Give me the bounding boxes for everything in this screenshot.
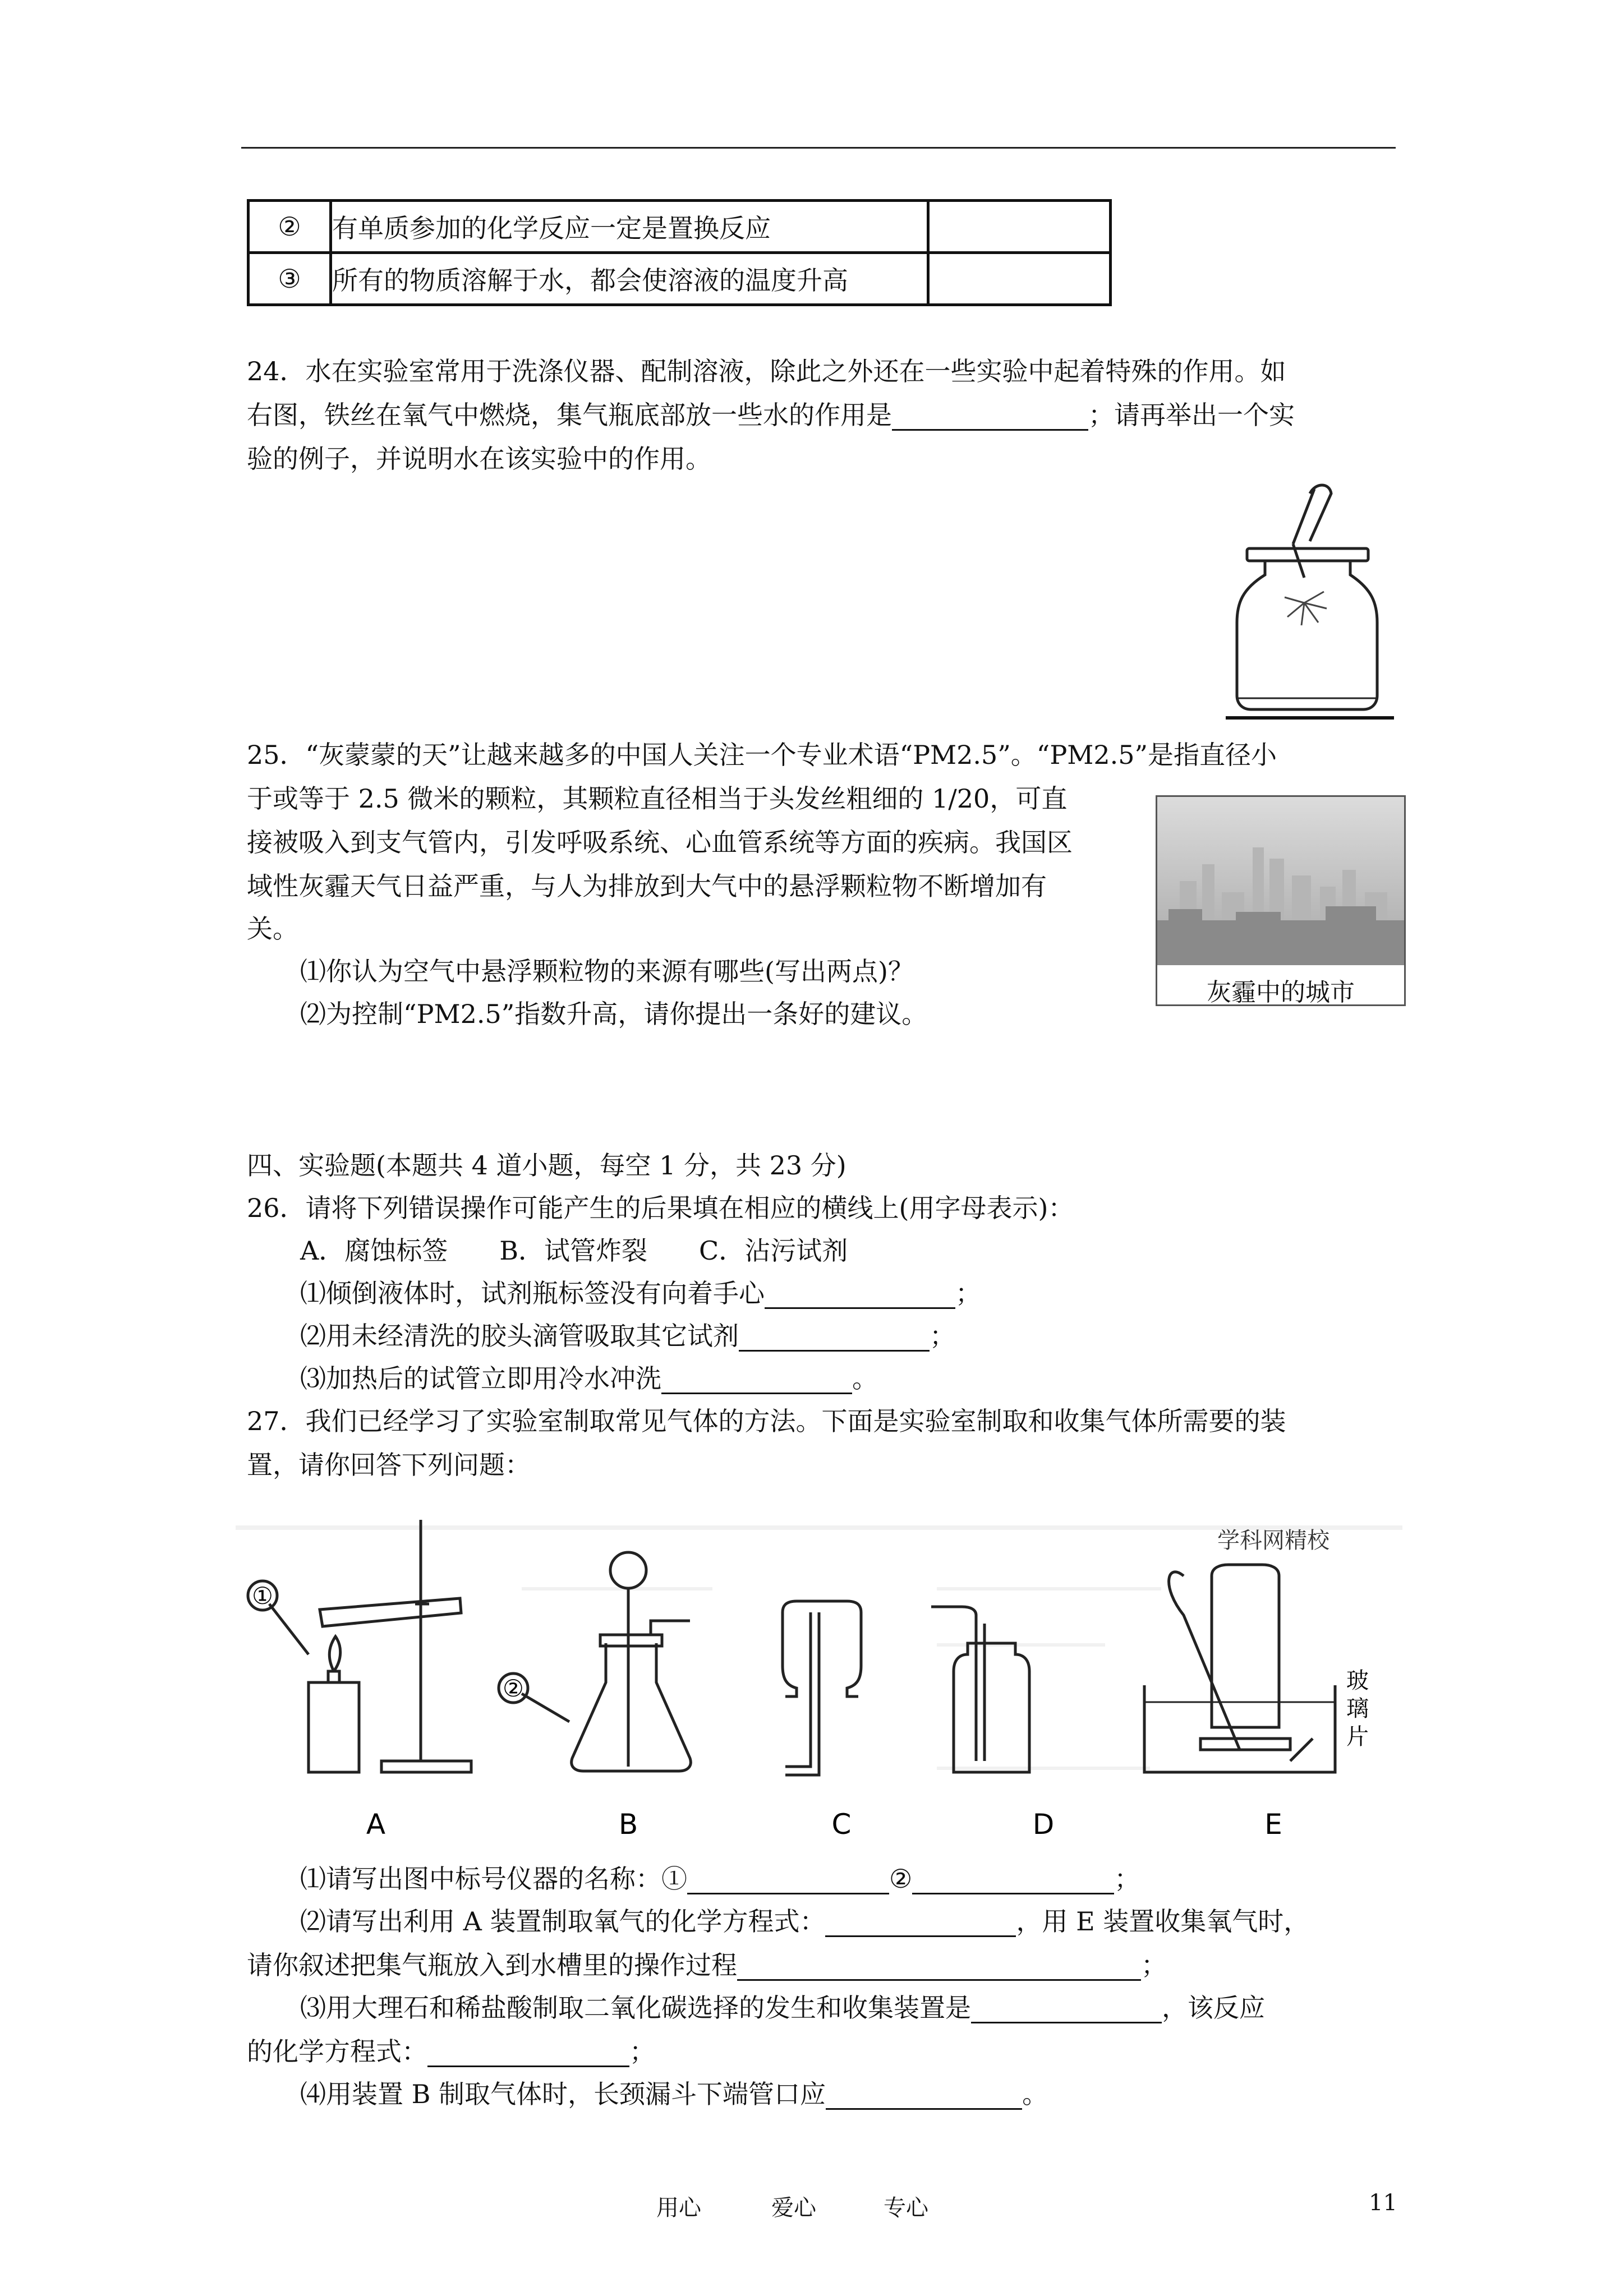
q25-sub2: ⑵为控制“PM2.5”指数升高，请你提出一条好的建议。 (300, 999, 928, 1029)
q27-sub3-tail: ，该反应 (1162, 1993, 1265, 2023)
q27-blank-3[interactable] (825, 1911, 1016, 1937)
row-number: ③ (249, 253, 331, 305)
q27-blank-7[interactable] (826, 2083, 1022, 2110)
q27-line2: 置，请你回答下列问题： (247, 1450, 531, 1480)
q24-line2-tail: ；请再举出一个实 (1088, 400, 1295, 430)
q26-sub3-end: 。 (852, 1363, 878, 1394)
footer-motto-3: 专心 (884, 2195, 928, 2221)
q25-sub1: ⑴你认为空气中悬浮颗粒物的来源有哪些(写出两点)？ (300, 956, 914, 986)
q27-sub4-end: 。 (1022, 2079, 1048, 2109)
q24-line2-text: 右图，铁丝在氧气中燃烧，集气瓶底部放一些水的作用是 (247, 400, 892, 430)
q26-sub1-text: ⑴倾倒液体时，试剂瓶标签没有向着手心 (300, 1278, 765, 1308)
q27-sub1 (300, 1863, 1140, 1894)
q26-stem: 26．请将下列错误操作可能产生的后果填在相应的横线上(用字母表示)： (247, 1193, 1074, 1223)
q26-sub3-text: ⑶加热后的试管立即用冷水冲洗 (300, 1363, 661, 1394)
apparatus-label-c: C (831, 1808, 852, 1841)
q25-line4: 域性灰霾天气日益严重，与人为排放到大气中的悬浮颗粒物不断增加有 (247, 871, 1047, 901)
q26-sub1-end: ； (955, 1278, 981, 1308)
q27-blank-4[interactable] (737, 1954, 1141, 1981)
header-rule (241, 147, 1396, 149)
q24-line3: 验的例子，并说明水在该实验中的作用。 (247, 444, 711, 474)
q27-blank-2[interactable] (912, 1868, 1114, 1894)
q27-sub1-mid: ② (889, 1864, 913, 1894)
page-number: 11 (1369, 2190, 1397, 2216)
apparatus-marker-1: ① (252, 1582, 273, 1610)
q27-sub2-tail: ，用 E 装置收集氧气时， (1016, 1906, 1310, 1937)
q24-answer-blank[interactable] (892, 404, 1088, 431)
footer-motto-2: 爱心 (771, 2195, 816, 2221)
row-statement: 有单质参加的化学反应一定是置换反应 (331, 201, 928, 253)
q27-sub3-line2 (247, 2036, 655, 2067)
q27-sub3-text: ⑶用大理石和稀盐酸制取二氧化碳选择的发生和收集装置是 (300, 1993, 971, 2023)
apparatus-label-d: D (1032, 1808, 1055, 1841)
q27-sub3-line2-text: 的化学方程式： (247, 2036, 427, 2067)
table-row (249, 253, 1111, 305)
q27-sub2-line2-text: 请你叙述把集气瓶放入到水槽里的操作过程 (247, 1950, 737, 1980)
q27-sub3 (300, 1992, 1265, 2023)
section4-title: 四、实验题(本题共 4 道小题，每空 1 分，共 23 分) (247, 1150, 846, 1181)
q27-sub4-text: ⑷用装置 B 制取气体时，长颈漏斗下端管口应 (300, 2079, 826, 2109)
q26-sub2-end: ； (930, 1321, 955, 1351)
row-statement: 所有的物质溶解于水，都会使溶液的温度升高 (331, 253, 928, 305)
q26-blank-3[interactable] (661, 1368, 852, 1394)
q26-sub2 (300, 1320, 955, 1352)
q27-sub2-end: ； (1141, 1950, 1167, 1980)
q27-blank-5[interactable] (971, 1997, 1162, 2023)
q25-line5: 关。 (247, 914, 298, 944)
apparatus-label-e: E (1264, 1808, 1282, 1841)
q25-line2: 于或等于 2.5 微米的颗粒，其颗粒直径相当于头发丝粗细的 1/20，可直 (247, 783, 1068, 814)
glass-label-2: 璃 (1346, 1696, 1369, 1722)
q27-sub1-end: ； (1114, 1864, 1140, 1894)
q27-sub1-text: ⑴请写出图中标号仪器的名称：① (300, 1864, 687, 1894)
q27-sub2-line2 (247, 1949, 1167, 1981)
hazy-city-photo (1156, 795, 1406, 1006)
apparatus-marker-2: ② (503, 1675, 524, 1702)
q27-sub2-text: ⑵请写出利用 A 装置制取氧气的化学方程式： (300, 1906, 826, 1937)
row-number: ② (249, 201, 331, 253)
q25-line3: 接被吸入到支气管内，引发呼吸系统、心血管系统等方面的疾病。我国区 (247, 827, 1073, 857)
q26-blank-1[interactable] (765, 1283, 955, 1309)
q27-line1: 27．我们已经学习了实验室制取常见气体的方法。下面是实验室制取和收集气体所需要的装 (247, 1406, 1286, 1436)
row-answer-cell[interactable] (928, 201, 1111, 253)
q25-line1: 25．“灰蒙蒙的天”让越来越多的中国人关注一个专业术语“PM2.5”。“PM2.5”是指直径小 (247, 740, 1277, 770)
iron-wire-burning-figure (1226, 482, 1394, 729)
q27-sub3-end: ； (629, 2036, 655, 2067)
table-row (249, 201, 1111, 253)
q26-sub3 (300, 1363, 878, 1394)
q26-options: A．腐蚀标签 B．试管炸裂 C．沾污试剂 (300, 1235, 848, 1266)
q26-sub1 (300, 1278, 981, 1309)
apparatus-label-a: A (366, 1808, 386, 1841)
q26-sub2-text: ⑵用未经清洗的胶头滴管吸取其它试剂 (300, 1321, 739, 1351)
watermark-text: 学科网精校 (1217, 1528, 1329, 1553)
photo-caption: 灰霾中的城市 (1207, 978, 1355, 1006)
q27-blank-6[interactable] (427, 2041, 629, 2067)
gas-apparatus-figure (236, 1503, 1402, 1851)
footer-motto-1: 用心 (656, 2195, 701, 2221)
q24-line1: 24．水在实验室常用于洗涤仪器、配制溶液，除此之外还在一些实验中起着特殊的作用。如 (247, 356, 1286, 386)
glass-label-3: 片 (1346, 1724, 1369, 1750)
hazy-city-image (1157, 797, 1404, 965)
q24-line2 (247, 399, 1295, 431)
apparatus-label-b: B (618, 1808, 638, 1841)
judgement-table (247, 199, 1112, 306)
q26-blank-2[interactable] (739, 1325, 930, 1352)
row-answer-cell[interactable] (928, 253, 1111, 305)
apparatus-drawing (236, 1503, 1402, 1851)
glass-label-1: 玻 (1346, 1668, 1369, 1694)
q27-sub2 (300, 1906, 1309, 1937)
q27-sub4 (300, 2078, 1048, 2110)
q27-blank-1[interactable] (687, 1868, 889, 1894)
